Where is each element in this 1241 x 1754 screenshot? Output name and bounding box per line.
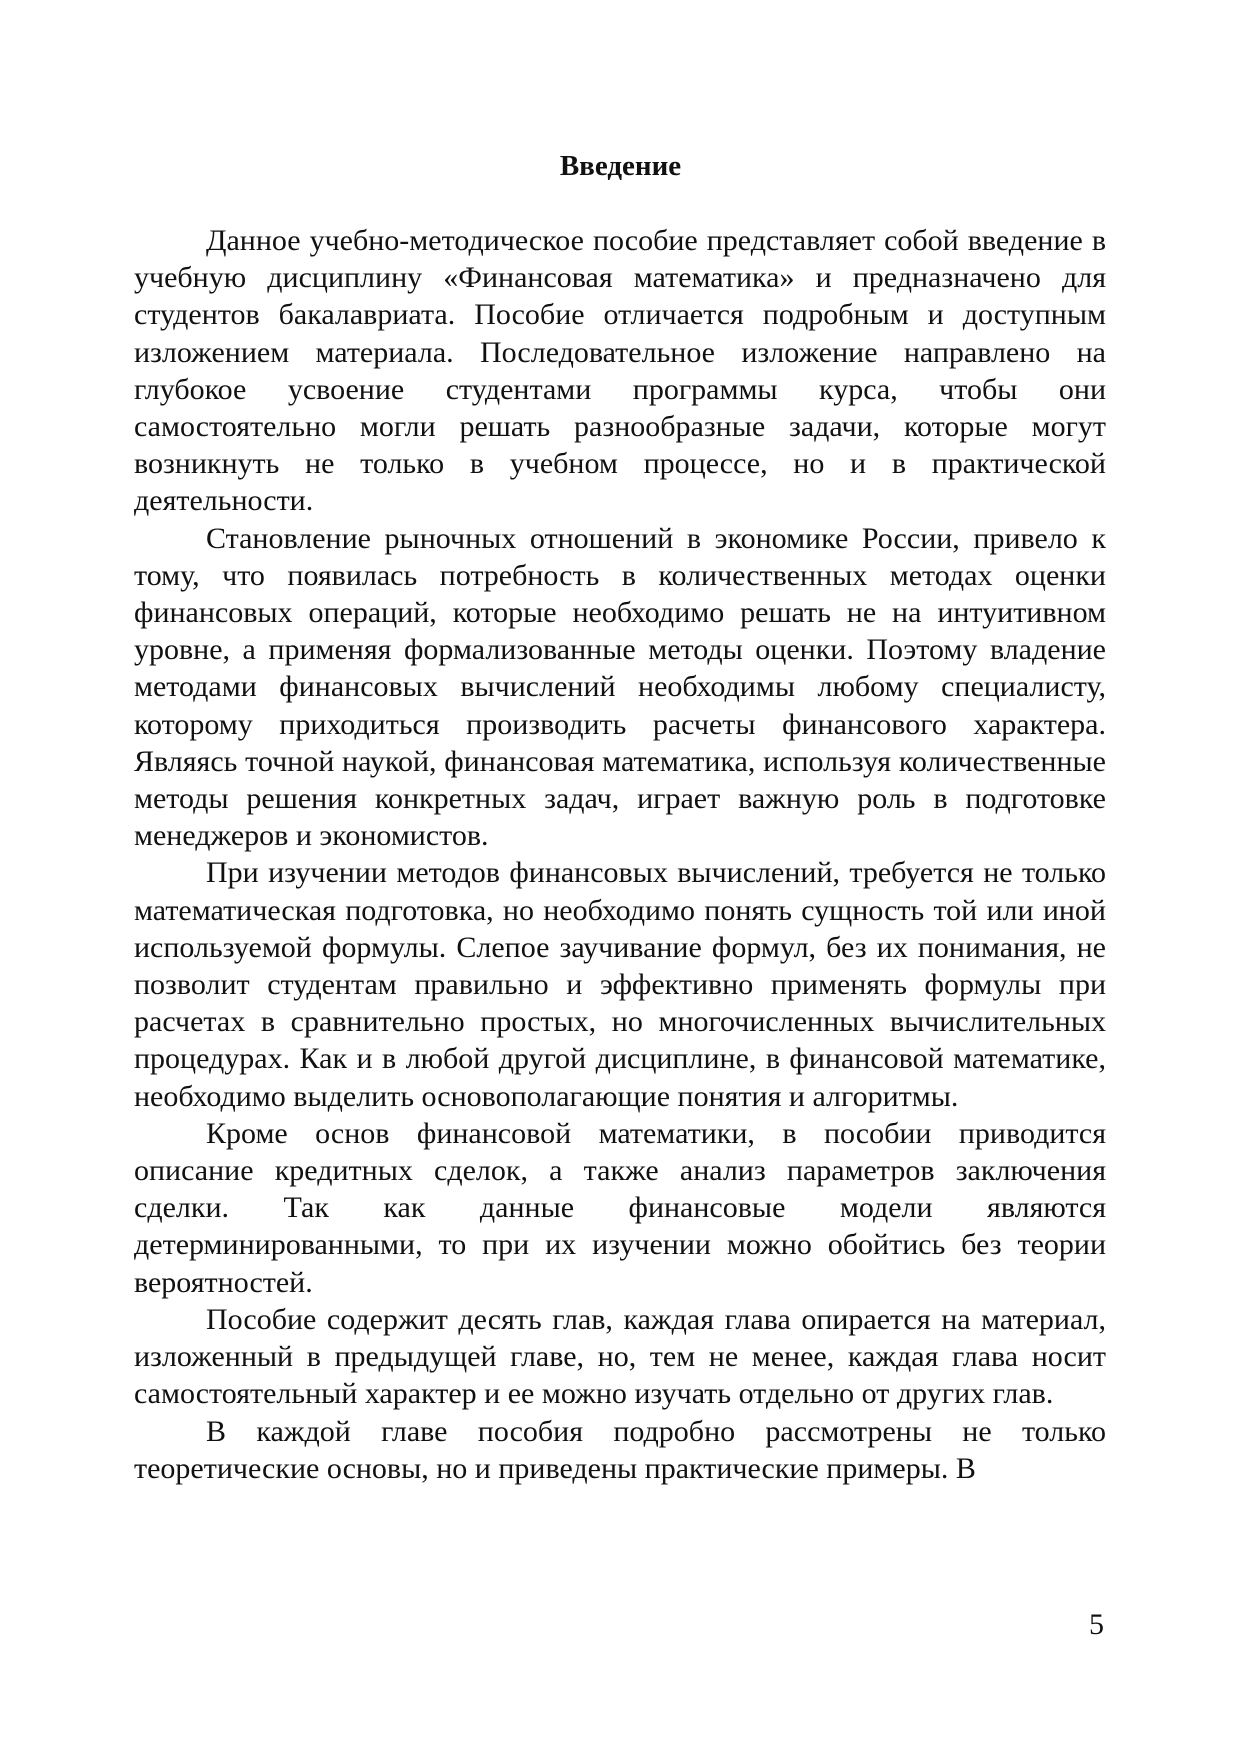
page-title: Введение	[559, 150, 682, 182]
paragraph-5: Пособие содержит десять глав, каждая глава опирается на материал, изложенный в предыдущей главе, но, тем не менее, каждая глава носит самостоятельный характер и ее можно изучать отдельно от других глав.	[134, 1302, 1106, 1411]
paragraph-3: При изучении методов финансовых вычислений, требуется не только математическая подготовка, но необходимо понять сущность той или иной используемой формулы. Слепое заучивание формул, без их понимания, не позволит студентам правильно и эффективно применять формулы при расчетах в сравнительно простых, но многочисленных вычислительных процедурах. Как и в любой другой дисциплине, в финансовой математике, необходимо выделить основополагающие понятия и алгоритмы.	[134, 856, 1106, 1113]
paragraph-4: Кроме основ финансовой математики, в пособии приводится описание кредитных сделок, а также анализ параметров заключения сделки. Так как данные финансовые модели являются детерминированными, то при их изучении можно обойтись без теории вероятностей.	[134, 1116, 1106, 1299]
paragraph-6: В каждой главе пособия подробно рассмотрены не только теоретические основы, но и приведены практические примеры. В	[134, 1414, 1106, 1485]
paragraph-2: Становление рыночных отношений в экономике России, привело к тому, что появилась потребность в количественных методах оценки финансовых операций, которые необходимо решать не на интуитивном уровне, а применяя формализованные методы оценки. Поэтому владение методами финансовых вычислений необходимы любому специалисту, которому приходиться производить расчеты финансового характера. Являясь точной наукой, финансовая математика, используя количественные методы решения конкретных задач, играет важную роль в подготовке менеджеров и экономистов.	[134, 521, 1106, 853]
paragraph-1: Данное учебно-методическое пособие представляет собой введение в учебную дисциплину «Финансовая математика» и предназначено для студентов бакалавриата. Пособие отличается подробным и доступным изложением материала. Последовательное изложение направлено на глубокое усвоение студентами программы курса, чтобы они самостоятельно могли решать разнообразные задачи, которые могут возникнуть не только в учебном процессе, но и в практической деятельности.	[134, 224, 1106, 518]
body-text	[134, 222, 1106, 1487]
page-number: 5	[1089, 1608, 1104, 1641]
